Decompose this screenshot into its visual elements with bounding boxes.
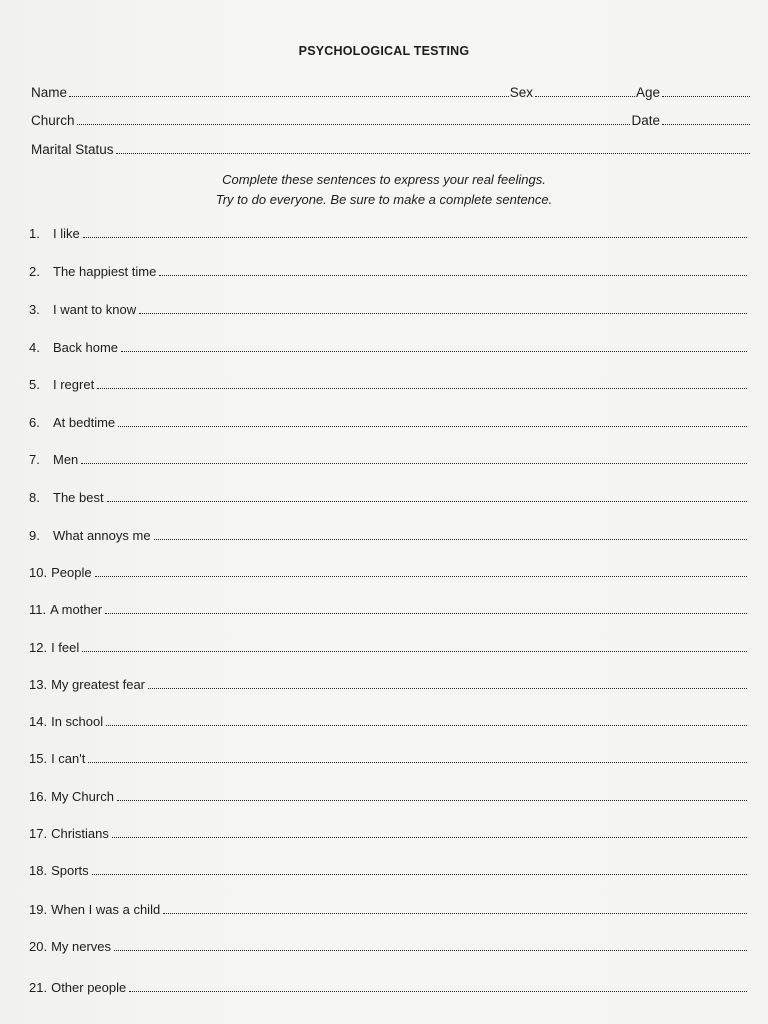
marital-status-label: Marital Status xyxy=(31,142,114,157)
item-prompt: My nerves xyxy=(51,939,112,954)
sentence-item xyxy=(29,487,748,505)
item-prompt: My Church xyxy=(51,789,114,804)
sentence-item xyxy=(29,711,748,729)
item-number: 9. xyxy=(29,528,40,543)
age-label: Age xyxy=(635,85,660,100)
header-row-marital xyxy=(31,139,751,157)
sentence-item xyxy=(29,786,748,804)
sentence-item xyxy=(29,599,748,617)
church-field[interactable] xyxy=(77,124,631,125)
item-prompt: In school xyxy=(51,714,104,729)
item-prompt: What annoys me xyxy=(53,528,151,543)
header-row-church xyxy=(31,110,751,128)
answer-line[interactable] xyxy=(163,913,747,914)
sex-label: Sex xyxy=(509,85,533,100)
item-number: 19. xyxy=(29,902,48,917)
answer-line[interactable] xyxy=(107,501,747,502)
sentence-item xyxy=(29,223,748,241)
sentence-item xyxy=(29,525,748,543)
instruction-line-1: Complete these sentences to express your real feelings. xyxy=(222,172,546,187)
answer-line[interactable] xyxy=(159,275,747,276)
item-number: 6. xyxy=(29,415,40,430)
answer-line[interactable] xyxy=(139,313,747,314)
answer-line[interactable] xyxy=(112,837,747,838)
item-prompt: My greatest fear xyxy=(51,677,146,692)
header-row-name xyxy=(31,82,751,100)
item-number: 7. xyxy=(29,452,40,467)
sentence-item xyxy=(29,674,748,692)
item-number: 16. xyxy=(29,789,48,804)
item-number: 14. xyxy=(29,714,48,729)
item-prompt: At bedtime xyxy=(53,415,116,430)
item-prompt: People xyxy=(51,565,92,580)
item-prompt: A mother xyxy=(50,602,103,617)
item-prompt: The best xyxy=(53,490,104,505)
answer-line[interactable] xyxy=(88,762,747,763)
name-label: Name xyxy=(31,85,68,100)
item-prompt: I feel xyxy=(51,640,80,655)
answer-line[interactable] xyxy=(82,651,747,652)
item-prompt: Christians xyxy=(51,826,109,841)
item-prompt: I regret xyxy=(53,377,95,392)
item-number: 17. xyxy=(29,826,48,841)
item-prompt: Other people xyxy=(51,980,127,995)
church-label: Church xyxy=(31,113,75,128)
item-number: 10. xyxy=(29,565,48,580)
item-number: 1. xyxy=(29,226,40,241)
answer-line[interactable] xyxy=(83,237,747,238)
item-number: 4. xyxy=(29,340,40,355)
sentence-item xyxy=(29,860,748,878)
item-prompt: I want to know xyxy=(53,302,137,317)
answer-line[interactable] xyxy=(81,463,747,464)
item-number: 2. xyxy=(29,264,40,279)
item-number: 3. xyxy=(29,302,40,317)
item-prompt: The happiest time xyxy=(53,264,157,279)
answer-line[interactable] xyxy=(114,950,747,951)
item-number: 20. xyxy=(29,939,48,954)
date-field[interactable] xyxy=(662,124,750,125)
answer-line[interactable] xyxy=(148,688,747,689)
answer-line[interactable] xyxy=(97,388,747,389)
sentence-item xyxy=(29,637,748,655)
answer-line[interactable] xyxy=(92,874,747,875)
sentence-item xyxy=(29,299,748,317)
item-number: 13. xyxy=(29,677,48,692)
sentence-item xyxy=(29,374,748,392)
sentence-item xyxy=(29,936,748,954)
sentence-item xyxy=(29,823,748,841)
answer-line[interactable] xyxy=(117,800,747,801)
answer-line[interactable] xyxy=(121,351,747,352)
sentence-item xyxy=(29,261,748,279)
answer-line[interactable] xyxy=(154,539,747,540)
item-number: 12. xyxy=(29,640,48,655)
item-number: 11. xyxy=(29,602,47,617)
sex-field[interactable] xyxy=(535,96,635,97)
date-label: Date xyxy=(631,113,660,128)
item-number: 21. xyxy=(29,980,48,995)
sentence-item xyxy=(29,337,748,355)
sentence-item xyxy=(29,899,748,917)
sentence-item xyxy=(29,449,748,467)
item-prompt: When I was a child xyxy=(51,902,161,917)
instructions xyxy=(0,170,768,210)
item-number: 18. xyxy=(29,863,48,878)
item-prompt: Back home xyxy=(53,340,119,355)
name-field[interactable] xyxy=(69,96,509,97)
item-prompt: I like xyxy=(53,226,80,241)
instruction-line-2: Try to do everyone. Be sure to make a complete sentence. xyxy=(215,192,553,207)
sentence-item xyxy=(29,562,748,580)
sentence-item xyxy=(29,412,748,430)
item-prompt: Sports xyxy=(51,863,89,878)
answer-line[interactable] xyxy=(129,991,747,992)
item-number: 5. xyxy=(29,377,40,392)
sentence-item xyxy=(29,748,748,766)
page-title: PSYCHOLOGICAL TESTING xyxy=(298,44,470,58)
answer-line[interactable] xyxy=(118,426,747,427)
item-prompt: I can't xyxy=(51,751,86,766)
marital-status-field[interactable] xyxy=(116,153,750,154)
answer-line[interactable] xyxy=(95,576,747,577)
item-prompt: Men xyxy=(53,452,79,467)
sentence-item xyxy=(29,977,748,995)
answer-line[interactable] xyxy=(106,725,747,726)
answer-line[interactable] xyxy=(105,613,747,614)
age-field[interactable] xyxy=(662,96,750,97)
item-number: 8. xyxy=(29,490,40,505)
item-number: 15. xyxy=(29,751,48,766)
